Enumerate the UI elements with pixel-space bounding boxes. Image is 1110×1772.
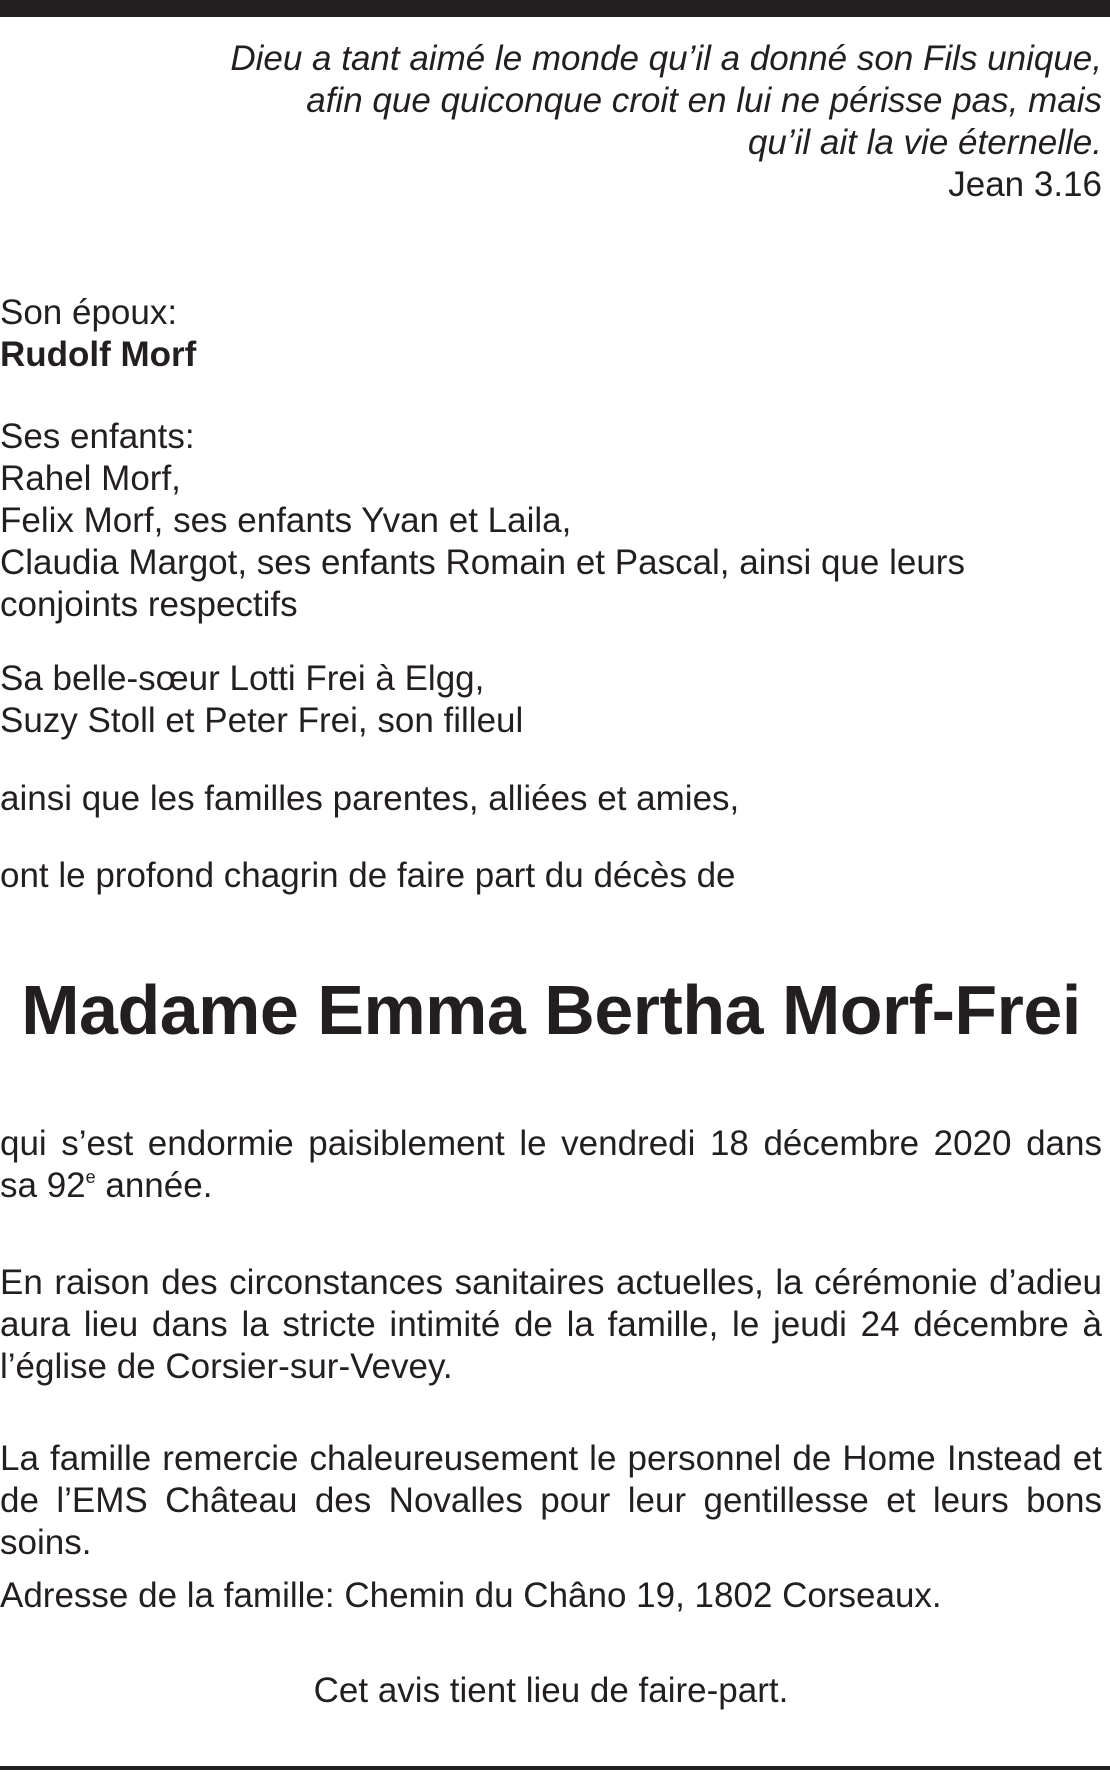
closing-note: Cet avis tient lieu de faire-part. bbox=[313, 1671, 789, 1710]
deceased-name: Madame Emma Bertha Morf-Frei bbox=[21, 971, 1081, 1049]
passing-paragraph bbox=[0, 1123, 1102, 1207]
announcement-line bbox=[0, 855, 1100, 897]
ceremony-paragraph: En raison des circonstances sanitaires actuelles, la cérémonie d’adieu aura lieu dans la stricte intimité de la famille, le jeudi 24 décembre à l’église de Corsier-sur-Vevey. bbox=[0, 1263, 1102, 1386]
spouse-block bbox=[0, 292, 1100, 376]
in-law-line: Sa belle-sœur Lotti Frei à Elgg, bbox=[0, 659, 485, 698]
families-line bbox=[0, 778, 1100, 820]
child-line: Felix Morf, ses enfants Yvan et Laila, bbox=[0, 501, 572, 540]
children-block bbox=[0, 416, 1100, 626]
top-rule bbox=[0, 0, 1110, 17]
child-line: Claudia Margot, ses enfants Romain et Pascal, ainsi que leurs conjoints respectifs bbox=[0, 543, 965, 624]
passing-superscript: e bbox=[85, 1167, 96, 1187]
spouse-label: Son époux: bbox=[0, 293, 178, 332]
bible-verse bbox=[142, 38, 1102, 206]
bottom-rule bbox=[0, 1766, 1110, 1770]
child-line: Rahel Morf, bbox=[0, 459, 181, 498]
in-laws-block bbox=[0, 658, 1100, 742]
announcement-text: ont le profond chagrin de faire part du décès de bbox=[0, 856, 736, 895]
verse-line: afin que quiconque croit en lui ne périsse pas, mais bbox=[306, 81, 1102, 120]
families-text: ainsi que les familles parentes, alliées et amies, bbox=[0, 779, 740, 818]
spouse-name: Rudolf Morf bbox=[0, 335, 197, 374]
verse-reference: Jean 3.16 bbox=[948, 165, 1102, 204]
in-law-line: Suzy Stoll et Peter Frei, son filleul bbox=[0, 701, 524, 740]
passing-text: qui s’est endormie paisiblement le vendredi 18 décembre 2020 dans sa 92 bbox=[0, 1124, 1102, 1205]
thanks-paragraph: La famille remercie chaleureusement le personnel de Home Instead et de l’EMS Château des Novalles pour leur gentillesse et leurs bons soins. bbox=[0, 1439, 1102, 1562]
address-line: Adresse de la famille: Chemin du Châno 19, 1802 Corseaux. bbox=[0, 1576, 942, 1615]
children-label: Ses enfants: bbox=[0, 417, 195, 456]
verse-line: qu’il ait la vie éternelle. bbox=[747, 123, 1102, 162]
passing-text-end: année. bbox=[95, 1166, 213, 1205]
verse-line: Dieu a tant aimé le monde qu’il a donné son Fils unique, bbox=[230, 39, 1102, 78]
